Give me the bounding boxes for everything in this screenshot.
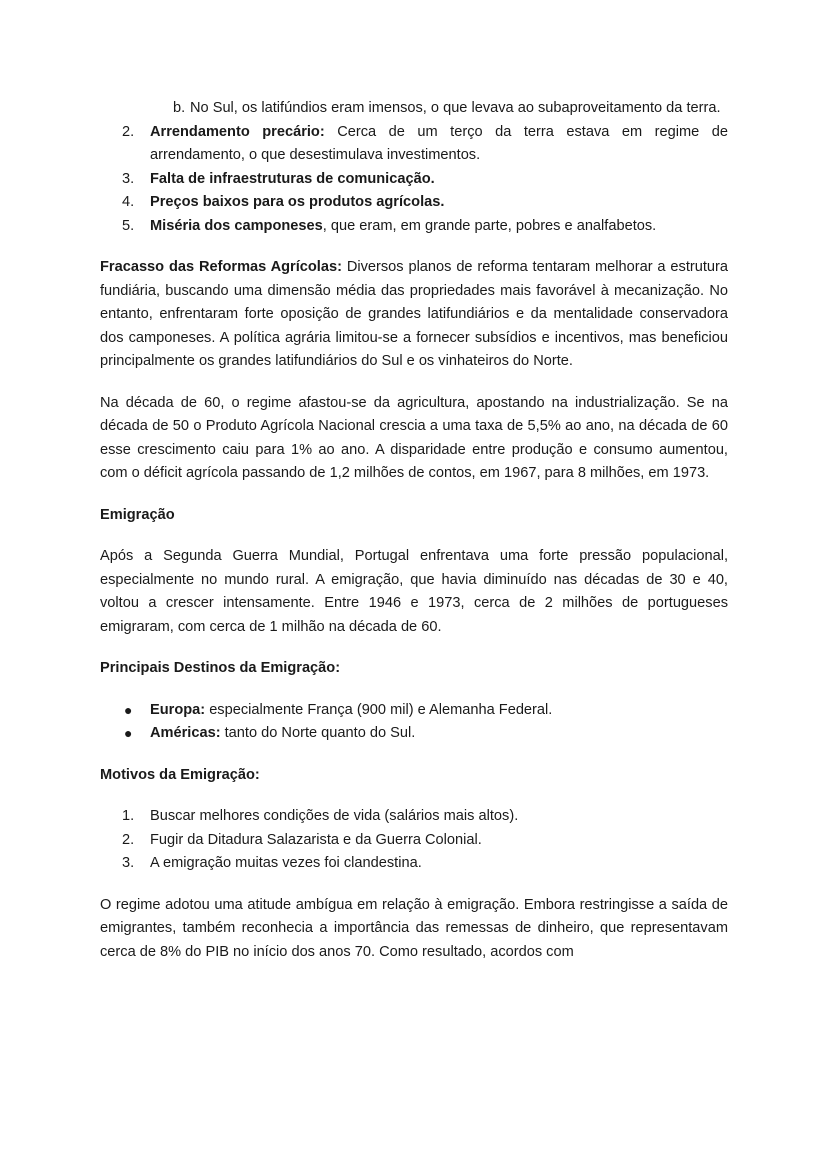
list-item-bold: Falta de infraestruturas de comunicação. xyxy=(150,170,435,187)
list-item-text: A emigração muitas vezes foi clandestina. xyxy=(150,855,422,871)
list-item xyxy=(100,722,728,746)
list-item-text: Cerca de um terço da terra estava em regime de arrendamento, o que desestimulava investimentos. xyxy=(150,123,728,163)
sixties-paragraph: Na década de 60, o regime afastou-se da agricultura, apostando na industrialização. Se na década de 50 o Produto Agrícola Nacional crescia a uma taxa de 5,5% ao ano, na década de 60 esse crescimento caiu para 1% ao ano. A disparidade entre produção e consumo aumentou, com o déficit agrícola passando de 1,2 milhões de contos, em 1967, para 8 milhões, em 1973. xyxy=(100,394,728,481)
bullet-icon: ● xyxy=(124,725,133,741)
emigration-intro-paragraph: Após a Segunda Guerra Mundial, Portugal enfrentava uma forte pressão populacional, especialmente no mundo rural. A emigração, que havia diminuído nas décadas de 30 e 40, voltou a crescer intensamente. Entre 1946 e 1973, cerca de 2 milhões de portugueses emigraram, com cerca de 1 milhão na década de 60. xyxy=(100,548,728,635)
list-marker: 3. xyxy=(122,855,135,871)
list-item-bold: Miséria dos camponeses xyxy=(150,217,323,234)
section-heading-emigration: Emigração xyxy=(100,506,175,523)
list-item-bold: Arrendamento precário: xyxy=(150,123,325,140)
list-item-bold: Preços baixos para os produtos agrícolas. xyxy=(150,194,445,210)
reform-failure-paragraph xyxy=(100,256,728,374)
list-item xyxy=(100,215,728,239)
list-item-text: Fugir da Ditadura Salazarista e da Guerra Colonial. xyxy=(150,831,482,848)
list-item xyxy=(100,168,728,192)
list-item-bold: Europa: xyxy=(150,701,206,718)
list-item-text: No Sul, os latifúndios eram imensos, o que levava ao subaproveitamento da terra. xyxy=(190,100,721,116)
destinations-list xyxy=(100,699,728,746)
list-marker: b. xyxy=(173,100,186,116)
list-marker: 4. xyxy=(122,194,135,210)
destinations-heading: Principais Destinos da Emigração: xyxy=(100,660,341,676)
sub-list-item-b xyxy=(100,97,728,121)
motives-list xyxy=(100,805,728,876)
list-marker: 3. xyxy=(122,170,135,187)
list-item xyxy=(100,805,728,829)
motives-heading: Motivos da Emigração: xyxy=(100,766,260,783)
page-content xyxy=(100,97,728,982)
paragraph-label: Fracasso das Reformas Agrícolas: xyxy=(100,259,342,275)
list-item-text: tanto do Norte quanto do Sul. xyxy=(220,725,416,741)
paragraph-text: Diversos planos de reforma tentaram melhorar a estrutura fundiária, buscando uma dimensão média das propriedades mais favorável à mecanização. No entanto, enfrentaram forte oposição de grandes latifundiários e da mentalidade conservadora dos camponeses. A política agrária limitou-se a fornecer subsídios e incentivos, mas beneficiou principalmente os grandes latifundiários do Sul e os vinhateiros do Norte. xyxy=(100,259,729,369)
bullet-icon: ● xyxy=(124,701,133,718)
list-item xyxy=(100,699,728,723)
list-marker: 5. xyxy=(122,217,135,234)
list-item-bold: Américas: xyxy=(150,725,221,741)
agrarian-problems-list xyxy=(100,121,728,239)
list-item-text: especialmente França (900 mil) e Alemanha Federal. xyxy=(205,701,553,718)
list-item-text: , que eram, em grande parte, pobres e analfabetos. xyxy=(322,217,657,234)
list-marker: 2. xyxy=(122,831,135,848)
list-item xyxy=(100,829,728,853)
list-marker: 2. xyxy=(122,123,135,140)
closing-paragraph: O regime adotou uma atitude ambígua em relação à emigração. Embora restringisse a saída de emigrantes, também reconhecia a importância das remessas de dinheiro, que representavam cerca de 8% do PIB no início dos anos 70. Como resultado, acordos com xyxy=(100,896,728,960)
list-marker: 1. xyxy=(122,808,135,824)
list-item xyxy=(100,852,728,876)
list-item-text: Buscar melhores condições de vida (salários mais altos). xyxy=(150,808,519,824)
list-item xyxy=(100,121,728,168)
list-item xyxy=(100,191,728,215)
